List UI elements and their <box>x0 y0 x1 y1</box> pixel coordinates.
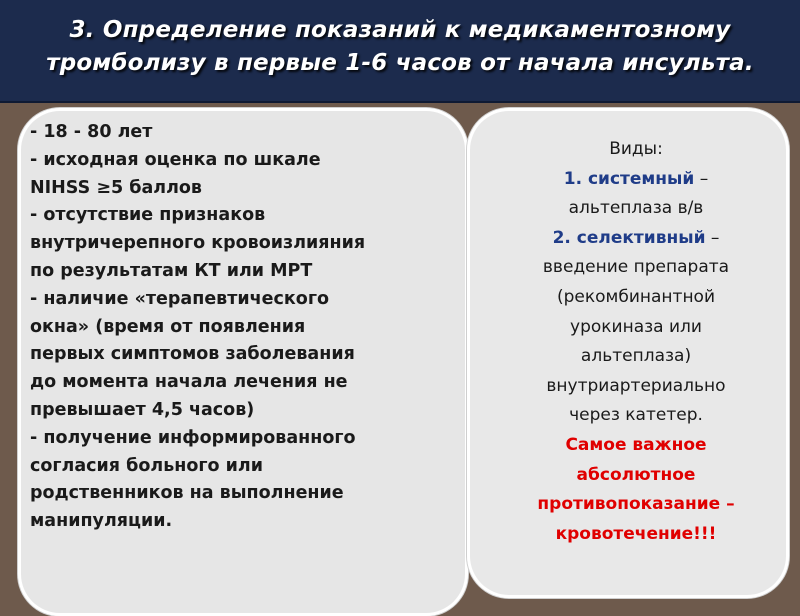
types-heading: Виды: <box>609 139 663 159</box>
slide-title: 3. Определение показаний к медикаментозному тромболизу в первые 1-6 часов от начала инсульта. <box>46 17 754 76</box>
indication-line: окна» (время от появления <box>30 316 306 337</box>
thrombolysis-types-text <box>478 135 794 549</box>
indication-line: первых симптомов заболевания <box>30 344 355 365</box>
indication-line: по результатам КТ или МРТ <box>30 260 313 281</box>
indication-line: - получение информированного <box>30 427 356 448</box>
indication-line: - отсутствие признаков <box>30 205 266 226</box>
type-item-1-dash: – <box>694 168 709 189</box>
indication-line: манипуляции. <box>30 511 173 532</box>
type-item-1-description: альтеплаза в/в <box>568 198 704 219</box>
type-item-2-description-line: через катетер. <box>569 405 703 426</box>
type-item-2-description-line: альтеплаза) <box>580 346 692 367</box>
slide-header <box>0 0 800 103</box>
indication-line: - наличие «терапевтического <box>30 288 329 309</box>
type-item-2-dash: – <box>705 227 720 248</box>
type-item-2-description-line: урокиназа или <box>570 316 702 337</box>
indication-line: внутричерепного кровоизлияния <box>30 233 366 254</box>
indication-line: - исходная оценка по шкале <box>30 149 321 170</box>
indication-line: родственников на выполнение <box>30 483 344 504</box>
type-item-2-description-line: внутриартериально <box>546 375 726 396</box>
type-item-2-line <box>478 224 794 254</box>
indications-list <box>30 119 460 536</box>
contraindication-warning-line: кровотечение!!! <box>555 523 717 544</box>
type-item-1-term: 1. системный <box>563 168 695 189</box>
contraindication-warning-line: противопоказание – <box>537 494 735 515</box>
indication-line: превышает 4,5 часов) <box>30 399 255 420</box>
indication-line: до момента начала лечения не <box>30 372 348 393</box>
type-item-2-term: 2. селективный <box>552 227 706 248</box>
indication-line: - 18 - 80 лет <box>30 122 153 142</box>
type-item-2-description-line: введение препарата <box>542 257 730 278</box>
indication-line: NIHSS ≥5 баллов <box>30 177 203 198</box>
type-item-2-description-line: (рекомбинантной <box>556 286 716 307</box>
type-item-1-line <box>478 165 794 195</box>
contraindication-warning-line: абсолютное <box>576 464 696 485</box>
indication-line: согласия больного или <box>30 455 263 476</box>
contraindication-warning-line: Самое важное <box>565 434 707 455</box>
